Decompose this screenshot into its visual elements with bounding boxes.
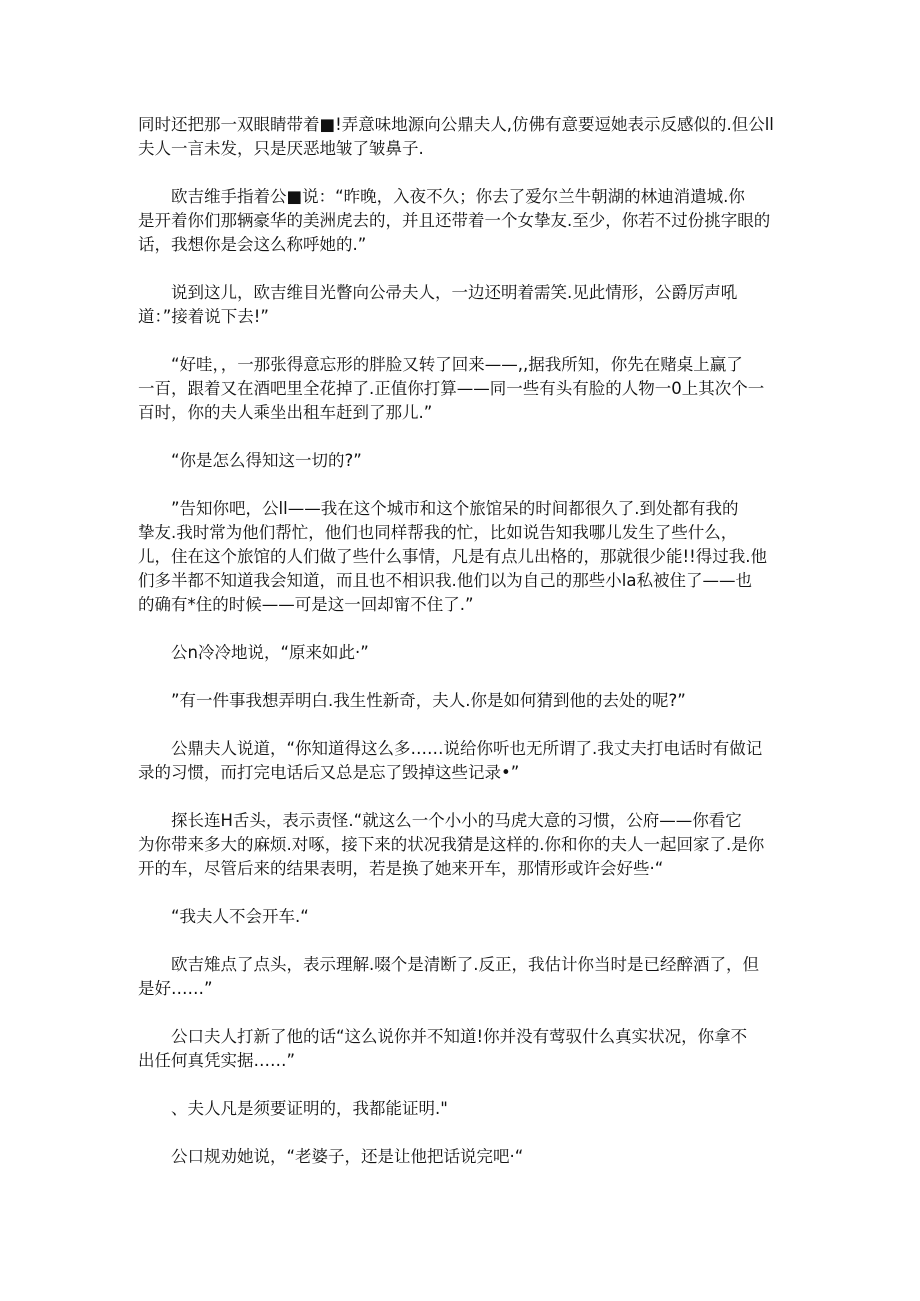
- text-line: “好哇，，一那张得意忘形的胖脸又转了回来——,,据我所知，你先在赌桌上赢了: [138, 355, 743, 374]
- text-line: “你是怎么得知这一切的?”: [138, 451, 362, 470]
- text-line: 公口夫人打新了他的话“这么说你并不知道!你并没有莺驭什么真实状况，你拿不: [138, 1027, 748, 1046]
- paragraph-12: [138, 953, 788, 1001]
- text-line: 的确有*住的时候——可是这一回却甯不住了.”: [138, 595, 474, 614]
- text-line: 录的习惯，而打完电话后又总是忘了毁掉这些记录•”: [138, 763, 520, 782]
- text-line: 探长连H舌头，表示责怪.“就这么一个小小的马虎大意的习惯，公府——你看它: [138, 811, 742, 830]
- paragraph-2: [138, 185, 788, 257]
- text-line: 、夫人凡是须要证明的，我都能证明.": [138, 1099, 448, 1118]
- text-line: 欧吉雉点了点头，表示理解.啜个是清断了.反正，我估计你当时是已经醉酒了，但: [138, 955, 759, 974]
- paragraph-10: [138, 809, 788, 881]
- text-line: ”有一件事我想弄明白.我生性新奇，夫人.你是如何猜到他的去处的呢?”: [138, 691, 686, 710]
- text-line: 公n冷冷地说，“原来如此·”: [138, 643, 369, 662]
- paragraph-15: [138, 1145, 788, 1169]
- paragraph-6: [138, 497, 788, 617]
- text-line: 是开着你们那辆豪华的美洲虎去的，并且还带着一个女挚友.至少，你若不过份挑字眼的: [138, 211, 771, 230]
- paragraph-13: [138, 1025, 788, 1073]
- paragraph-3: [138, 281, 788, 329]
- text-line: 为你带来多大的麻烦.对啄，接下来的状况我猜是这样的.你和你的夫人一起回家了.是你: [138, 835, 765, 854]
- text-line: 挚友.我时常为他们帮忙，他们也同样帮我的忙，比如说告知我哪儿发生了些什么，: [138, 523, 738, 542]
- text-line: 欧吉维手指着公■说：“昨晚，入夜不久；你去了爱尔兰牛朝湖的林迪消遣城.你: [138, 187, 745, 206]
- text-line: 话，我想你是会这么称呼她的.”: [138, 235, 367, 254]
- text-line: “我夫人不会开车.“: [138, 907, 309, 926]
- text-line: 百时，你的夫人乘坐出租车赶到了那儿.”: [138, 403, 433, 422]
- text-line: ”告知你吧，公ll——我在这个城市和这个旅馆呆的时间都很久了.到处都有我的: [138, 499, 739, 518]
- text-line: 出任何真凭实据……”: [138, 1051, 296, 1070]
- paragraph-14: [138, 1097, 788, 1121]
- text-line: 儿，住在这个旅馆的人们做了些什么事情，凡是有点儿出格的，那就很少能!!得过我.他: [138, 547, 767, 566]
- text-line: 道：”接着说下去!”: [138, 307, 269, 326]
- text-line: 同时还把那一双眼睛带着■!弄意味地源向公鼎夫人,仿佛有意要逗她表示反感似的.但公ll: [138, 115, 774, 134]
- paragraph-7: [138, 641, 788, 665]
- text-line: 夫人一言未发，只是厌恶地皱了皱鼻子.: [138, 139, 424, 158]
- text-line: 说到这儿，欧吉维目光瞥向公帚夫人，一边还明着需笑.见此情形，公爵厉声吼: [138, 283, 738, 302]
- text-line: 们多半都不知道我会知道，而且也不相识我.他们以为自己的那些小la私被住了——也: [138, 571, 752, 590]
- text-line: 是好……”: [138, 979, 213, 998]
- text-line: 一百，跟着又在酒吧里全花掉了.正值你打算——同一些有头有脸的人物一0上其次个一: [138, 379, 765, 398]
- text-line: 公口规劝她说，“老婆子，还是让他把话说完吧·“: [138, 1147, 524, 1166]
- text-line: 公鼎夫人说道，“你知道得这么多……说给你听也无所谓了.我丈夫打电话时有做记: [138, 739, 763, 758]
- paragraph-9: [138, 737, 788, 785]
- paragraph-5: [138, 449, 788, 473]
- paragraph-8: [138, 689, 788, 713]
- paragraph-11: [138, 905, 788, 929]
- paragraph-1: [138, 113, 788, 161]
- paragraph-4: [138, 353, 788, 425]
- text-line: 开的车，尽管后来的结果表明，若是换了她来开车，那情形或许会好些·“: [138, 859, 664, 878]
